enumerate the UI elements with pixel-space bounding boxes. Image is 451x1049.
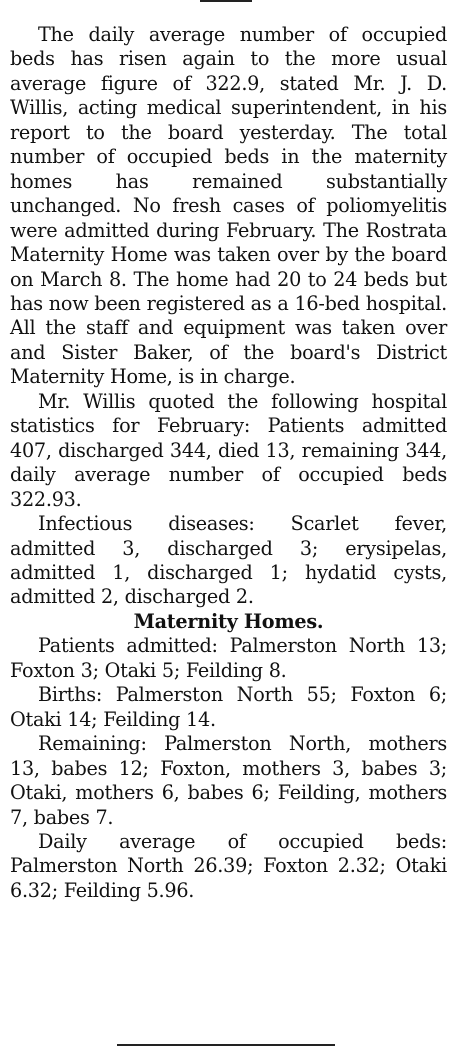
bottom-rule — [117, 1044, 335, 1046]
paragraph-daily-average: Daily average of occupied beds: Palmerston North 26.39; Foxton 2.32; Otaki 6.32; Feilding 5.96. — [10, 829, 447, 902]
paragraph-hospital-statistics: Mr. Willis quoted the following hospital statistics for February: Patients admitted 407, discharged 344, died 13, remaining 344, daily average number of occupied beds 322.93. — [10, 389, 447, 511]
subheading-maternity-homes: Maternity Homes. — [133, 609, 324, 633]
paragraph-remaining: Remaining: Palmerston North, mothers 13, babes 12; Foxton, mothers 3, babes 3; Otaki, mothers 6, babes 6; Feilding, mothers 7, babes 7. — [10, 732, 447, 829]
paragraph-births: Births: Palmerston North 55; Foxton 6; Otaki 14; Feilding 14. — [10, 683, 447, 731]
top-rule — [200, 0, 252, 2]
paragraph-intro: The daily average number of occupied beds has risen again to the more usual average figure of 322.9, stated Mr. J. D. Willis, acting medical superintendent, in his report to the board yesterday. The total number of occupied beds in the maternity homes has remained substantially unchanged. No fresh cases of poliomyelitis were admitted during February. The Rostrata Maternity Home was taken over by the board on March 8. The home had 20 to 24 beds but has now been registered as a 16-bed hospital. All the staff and equipment was taken over and Sister Baker, of the board's District Maternity Home, is in charge. — [10, 23, 447, 389]
paragraph-patients-admitted: Patients admitted: Palmerston North 13; Foxton 3; Otaki 5; Feilding 8. — [10, 634, 447, 682]
paragraph-infectious-diseases: Infectious diseases: Scarlet fever, admitted 3, discharged 3; erysipelas, admitted 1, discharged 1; hydatid cysts, admitted 2, discharged 2. — [10, 512, 447, 609]
